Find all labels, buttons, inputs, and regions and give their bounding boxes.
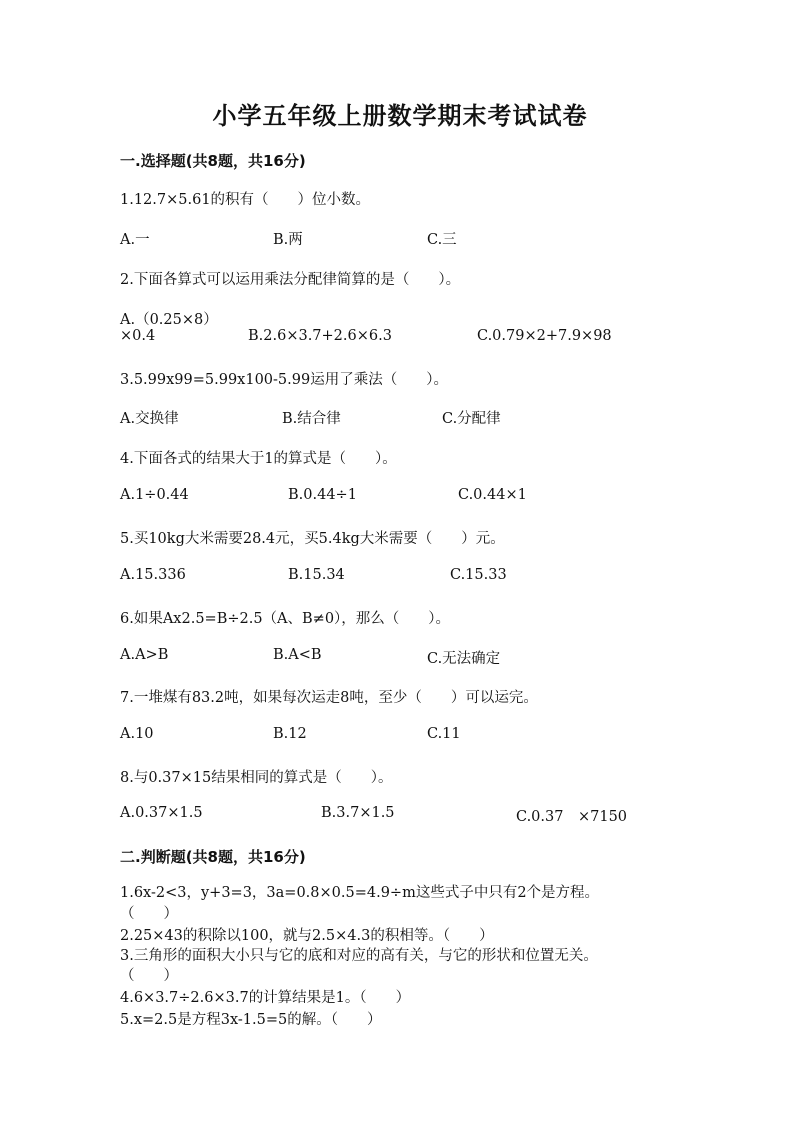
option-c: C.三 xyxy=(427,232,457,248)
option-a-continued: ×0.4 xyxy=(120,328,156,344)
option-a: A.A>B xyxy=(120,647,169,663)
section-heading-choice: 一.选择题(共8题，共16分) xyxy=(120,152,306,170)
option-a: A.1÷0.44 xyxy=(120,487,189,503)
option-c: C.0.44×1 xyxy=(458,487,527,503)
option-a: A.（0.25×8） xyxy=(120,312,218,328)
option-a: A.15.336 xyxy=(120,567,186,583)
question-1: 1.12.7×5.61的积有（ ）位小数。 xyxy=(120,192,371,208)
judge-line: 2.25×43的积除以100，就与2.5×4.3的积相等。（ ） xyxy=(120,928,494,944)
option-b: B.12 xyxy=(273,726,307,742)
option-c: C.无法确定 xyxy=(427,651,501,667)
question-7: 7.一堆煤有83.2吨，如果每次运走8吨，至少（ ）可以运完。 xyxy=(120,690,538,706)
option-c: C.0.37 ×7150 xyxy=(516,809,628,825)
option-b: B.A<B xyxy=(273,647,322,663)
question-3: 3.5.99x99=5.99x100-5.99运用了乘法（ ）。 xyxy=(120,372,448,388)
question-5: 5.买10kg大米需要28.4元，买5.4kg大米需要（ ）元。 xyxy=(120,531,505,547)
option-b: B.结合律 xyxy=(282,411,341,427)
question-6: 6.如果Ax2.5=B÷2.5（A、B≠0），那么（ ）。 xyxy=(120,611,451,627)
judge-line: 4.6×3.7÷2.6×3.7的计算结果是1。（ ） xyxy=(120,990,411,1006)
option-c: C.15.33 xyxy=(450,567,507,583)
question-4: 4.下面各式的结果大于1的算式是（ ）。 xyxy=(120,451,397,467)
option-a: A.交换律 xyxy=(120,411,179,427)
judge-line: 5.x=2.5是方程3x-1.5=5的解。（ ） xyxy=(120,1012,382,1028)
option-b: B.两 xyxy=(273,232,303,248)
option-b: B.15.34 xyxy=(288,567,345,583)
option-a: A.10 xyxy=(120,726,154,742)
option-a: A.一 xyxy=(120,232,150,248)
option-c: C.0.79×2+7.9×98 xyxy=(477,328,612,344)
question-8: 8.与0.37×15结果相同的算式是（ ）。 xyxy=(120,770,393,786)
judge-line: （ ） xyxy=(120,906,178,922)
option-b: B.2.6×3.7+2.6×6.3 xyxy=(248,328,392,344)
section-heading-judge: 二.判断题(共8题，共16分) xyxy=(120,848,306,866)
option-c: C.11 xyxy=(427,726,461,742)
judge-line: （ ） xyxy=(120,968,178,984)
option-c: C.分配律 xyxy=(442,411,501,427)
page-title: 小学五年级上册数学期末考试试卷 xyxy=(212,102,588,130)
judge-line: 3.三角形的面积大小只与它的底和对应的高有关，与它的形状和位置无关。 xyxy=(120,948,598,964)
option-b: B.0.44÷1 xyxy=(288,487,357,503)
option-a: A.0.37×1.5 xyxy=(120,805,203,821)
question-2: 2.下面各算式可以运用乘法分配律简算的是（ ）。 xyxy=(120,272,461,288)
judge-line: 1.6x-2<3，y+3=3，3a=0.8×0.5=4.9÷m这些式子中只有2个是方程。 xyxy=(120,885,600,901)
option-b: B.3.7×1.5 xyxy=(321,805,395,821)
